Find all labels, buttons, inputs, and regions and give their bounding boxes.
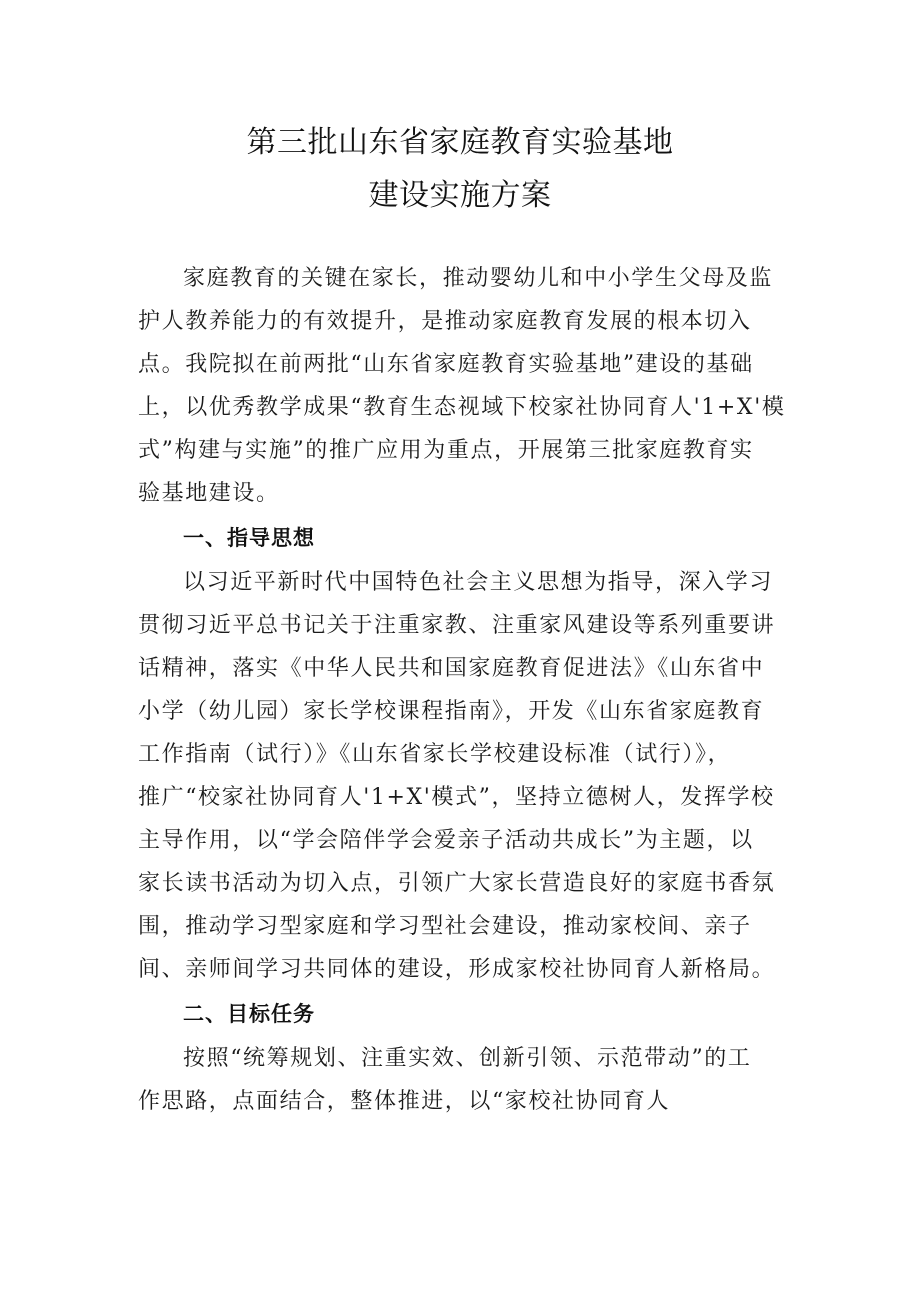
intro-line: 点。我院拟在前两批“山东省家庭教育实验基地”建设的基础 — [138, 352, 754, 377]
intro-line: 家庭教育的关键在家长，推动婴幼儿和中小学生父母及监 — [183, 266, 774, 291]
document-title-line-2: 建设实施方案 — [368, 178, 552, 213]
section-heading-guiding-ideology: 一、指导思想 — [183, 526, 315, 550]
intro-line: 验基地建设。 — [138, 481, 280, 506]
section1-line: 家长读书活动为切入点，引领广大家长营造良好的家庭书香氛 — [138, 871, 776, 896]
section1-line: 话精神，落实《中华人民共和国家庭教育促进法》《山东省中 — [138, 656, 765, 681]
section1-line: 围，推动学习型家庭和学习型社会建设，推动家校间、亲子 — [138, 914, 752, 939]
section2-line: 按照“统筹规划、注重实效、创新引领、示范带动”的工 — [183, 1046, 752, 1071]
intro-line: 护人教养能力的有效提升，是推动家庭教育发展的根本切入 — [138, 309, 752, 334]
document-title-line-1: 第三批山东省家庭教育实验基地 — [246, 125, 674, 160]
intro-line: 式”构建与实施”的推广应用为重点，开展第三批家庭教育实 — [138, 438, 754, 463]
section1-line: 推广“校家社协同育人'1+X'模式”，坚持立德树人，发挥学校 — [138, 785, 775, 810]
section2-line: 作思路，点面结合，整体推进，以“家校社协同育人 — [138, 1089, 671, 1114]
section-heading-goals-tasks: 二、目标任务 — [183, 1002, 315, 1026]
section1-line: 以习近平新时代中国特色社会主义思想为指导，深入学习 — [183, 570, 774, 595]
section1-line: 间、亲师间学习共同体的建设，形成家校社协同育人新格局。 — [138, 957, 776, 982]
section1-line: 小学（幼儿园）家长学校课程指南》，开发《山东省家庭教育 — [138, 699, 765, 724]
intro-line: 上，以优秀教学成果“教育生态视域下校家社协同育人'1+X'模 — [138, 395, 786, 420]
section1-line: 主导作用，以“学会陪伴学会爱亲子活动共成长”为主题，以 — [138, 828, 754, 853]
section1-line: 工作指南（试行）》《山东省家长学校建设标准（试行）》， — [138, 742, 732, 767]
section1-line: 贯彻习近平总书记关于注重家教、注重家风建设等系列重要讲 — [138, 613, 776, 638]
